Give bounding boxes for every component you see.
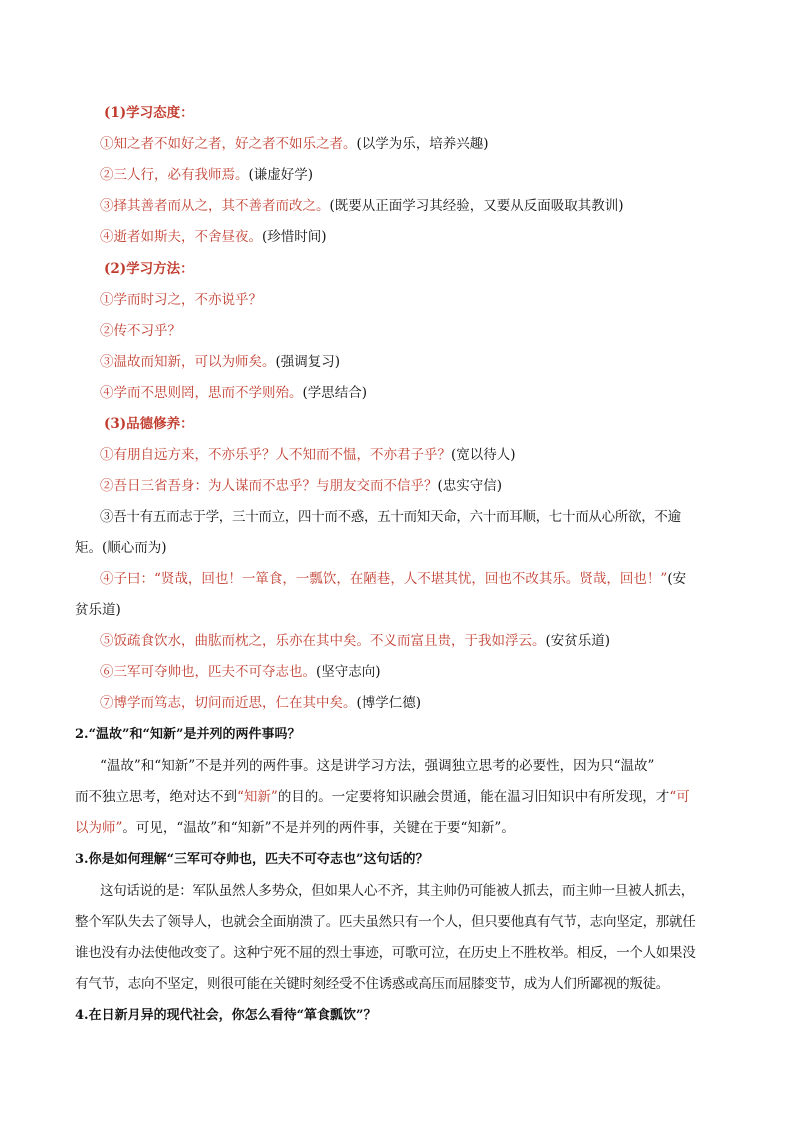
list-item — [100, 631, 610, 651]
list-item-continuation: 贫乐道) — [75, 602, 121, 618]
list-item: ③吾十有五而志于学，三十而立，四十而不惑，五十而知天命，六十而耳顺，七十而从心所欲，不逾 — [100, 509, 681, 525]
list-item — [100, 165, 313, 185]
quote-text: ①有朋自远方来，不亦乐乎？人不知而不愠，不亦君子乎？ — [100, 447, 451, 463]
list-item — [100, 134, 489, 154]
question-2: 2.“温故”和“知新”是并列的两件事吗？ — [75, 727, 301, 742]
note-text: (宽以待人) — [451, 447, 516, 463]
quote-text: ③温故而知新，可以为师矣。 — [100, 354, 276, 370]
answer-text: 而不独立思考，绝对达不到 — [75, 789, 237, 805]
heading-moral-cultivation: (3)品德修养： — [104, 416, 194, 432]
list-item — [100, 321, 181, 341]
list-item — [100, 662, 381, 682]
answer-line: “温故”和“知新”不是并列的两件事。这是讲学习方法，强调独立思考的必要性，因为只“温故” — [100, 758, 655, 774]
question-4: 4.在日新月异的现代社会，你怎么看待“箪食瓢饮”？ — [75, 1008, 377, 1023]
list-item — [100, 476, 502, 496]
answer-text: 的目的。一定要将知识融会贯通，能在温习旧知识中有所发现，才 — [277, 789, 670, 805]
note-text: (既要从正面学习其经验，又要从反面吸取其教训) — [329, 198, 624, 214]
list-item — [100, 290, 262, 310]
answer-line: 整个军队失去了领导人，也就会全面崩溃了。匹夫虽然只有一个人，但只要他真有气节，志向坚定，那就任 — [75, 914, 696, 930]
highlight-text: 以为师” — [75, 820, 123, 836]
list-item — [100, 227, 327, 247]
list-item — [100, 445, 516, 465]
answer-text: 。可见，“温故”和“知新”不是并列的两件事，关键在于要“知新”。 — [122, 820, 515, 836]
highlight-text: “知新” — [237, 789, 278, 805]
heading-learning-attitude: (1)学习态度： — [104, 105, 194, 121]
quote-text: ③择其善者而从之，其不善者而改之。 — [100, 198, 330, 214]
quote-text: ①学而时习之，不亦说乎？ — [100, 292, 262, 308]
note-text: (以学为乐，培养兴趣) — [356, 136, 489, 152]
note-text: (强调复习) — [275, 354, 341, 370]
note-text: (学思结合) — [302, 385, 368, 401]
list-item-continuation: 矩。(顺心而为) — [75, 540, 167, 556]
answer-line: 有气节，志向不坚定，则很可能在关键时刻经受不住诱惑或高压而屈膝变节，成为人们所鄙视的叛徒。 — [75, 976, 669, 992]
note-text: (博学仁德) — [356, 695, 422, 711]
list-item — [100, 383, 367, 403]
question-3: 3.你是如何理解“三军可夺帅也，匹夫不可夺志也”这句话的？ — [75, 852, 429, 867]
note-text: (坚守志向) — [316, 664, 381, 680]
note-text: (安贫乐道) — [545, 633, 611, 649]
quote-text: ⑥三军可夺帅也，匹夫不可夺志也。 — [100, 664, 316, 680]
list-item — [100, 569, 686, 589]
quote-text: ②传不习乎？ — [100, 323, 181, 339]
highlight-text: “可 — [669, 789, 690, 805]
note-text: (忠实守信) — [437, 478, 503, 494]
list-item — [100, 352, 340, 372]
quote-text: ①知之者不如好之者，好之者不如乐之者。 — [100, 136, 357, 152]
note-text: (珍惜时间) — [262, 229, 327, 245]
note-text: (安 — [667, 571, 687, 587]
quote-text: ②吾日三省吾身：为人谋而不忠乎？与朋友交而不信乎？ — [100, 478, 438, 494]
list-item — [100, 693, 421, 713]
quote-text: ⑤饭疏食饮水，曲肱而枕之，乐亦在其中矣。不义而富且贵，于我如浮云。 — [100, 633, 546, 649]
quote-text: ②三人行，必有我师焉。 — [100, 167, 249, 183]
note-text: (谦虚好学) — [248, 167, 314, 183]
heading-learning-method: (2)学习方法： — [104, 261, 194, 277]
quote-text: ④子曰：“贤哉，回也！一箪食，一瓢饮，在陋巷，人不堪其忧，回也不改其乐。贤哉，回也！” — [100, 571, 668, 587]
answer-line: 这句话说的是：军队虽然人多势众，但如果人心不齐，其主帅仍可能被人抓去，而主帅一旦被人抓去， — [100, 883, 694, 899]
quote-text: ④学而不思则罔，思而不学则殆。 — [100, 385, 303, 401]
answer-line — [75, 818, 515, 838]
quote-text: ④逝者如斯夫，不舍昼夜。 — [100, 229, 262, 245]
list-item — [100, 196, 624, 216]
answer-line: 谁也没有办法使他改变了。这种宁死不屈的烈士事迹，可歌可泣，在历史上不胜枚举。相反，一个人如果没 — [75, 945, 696, 961]
answer-line — [75, 787, 690, 807]
quote-text: ⑦博学而笃志，切问而近思，仁在其中矣。 — [100, 695, 357, 711]
